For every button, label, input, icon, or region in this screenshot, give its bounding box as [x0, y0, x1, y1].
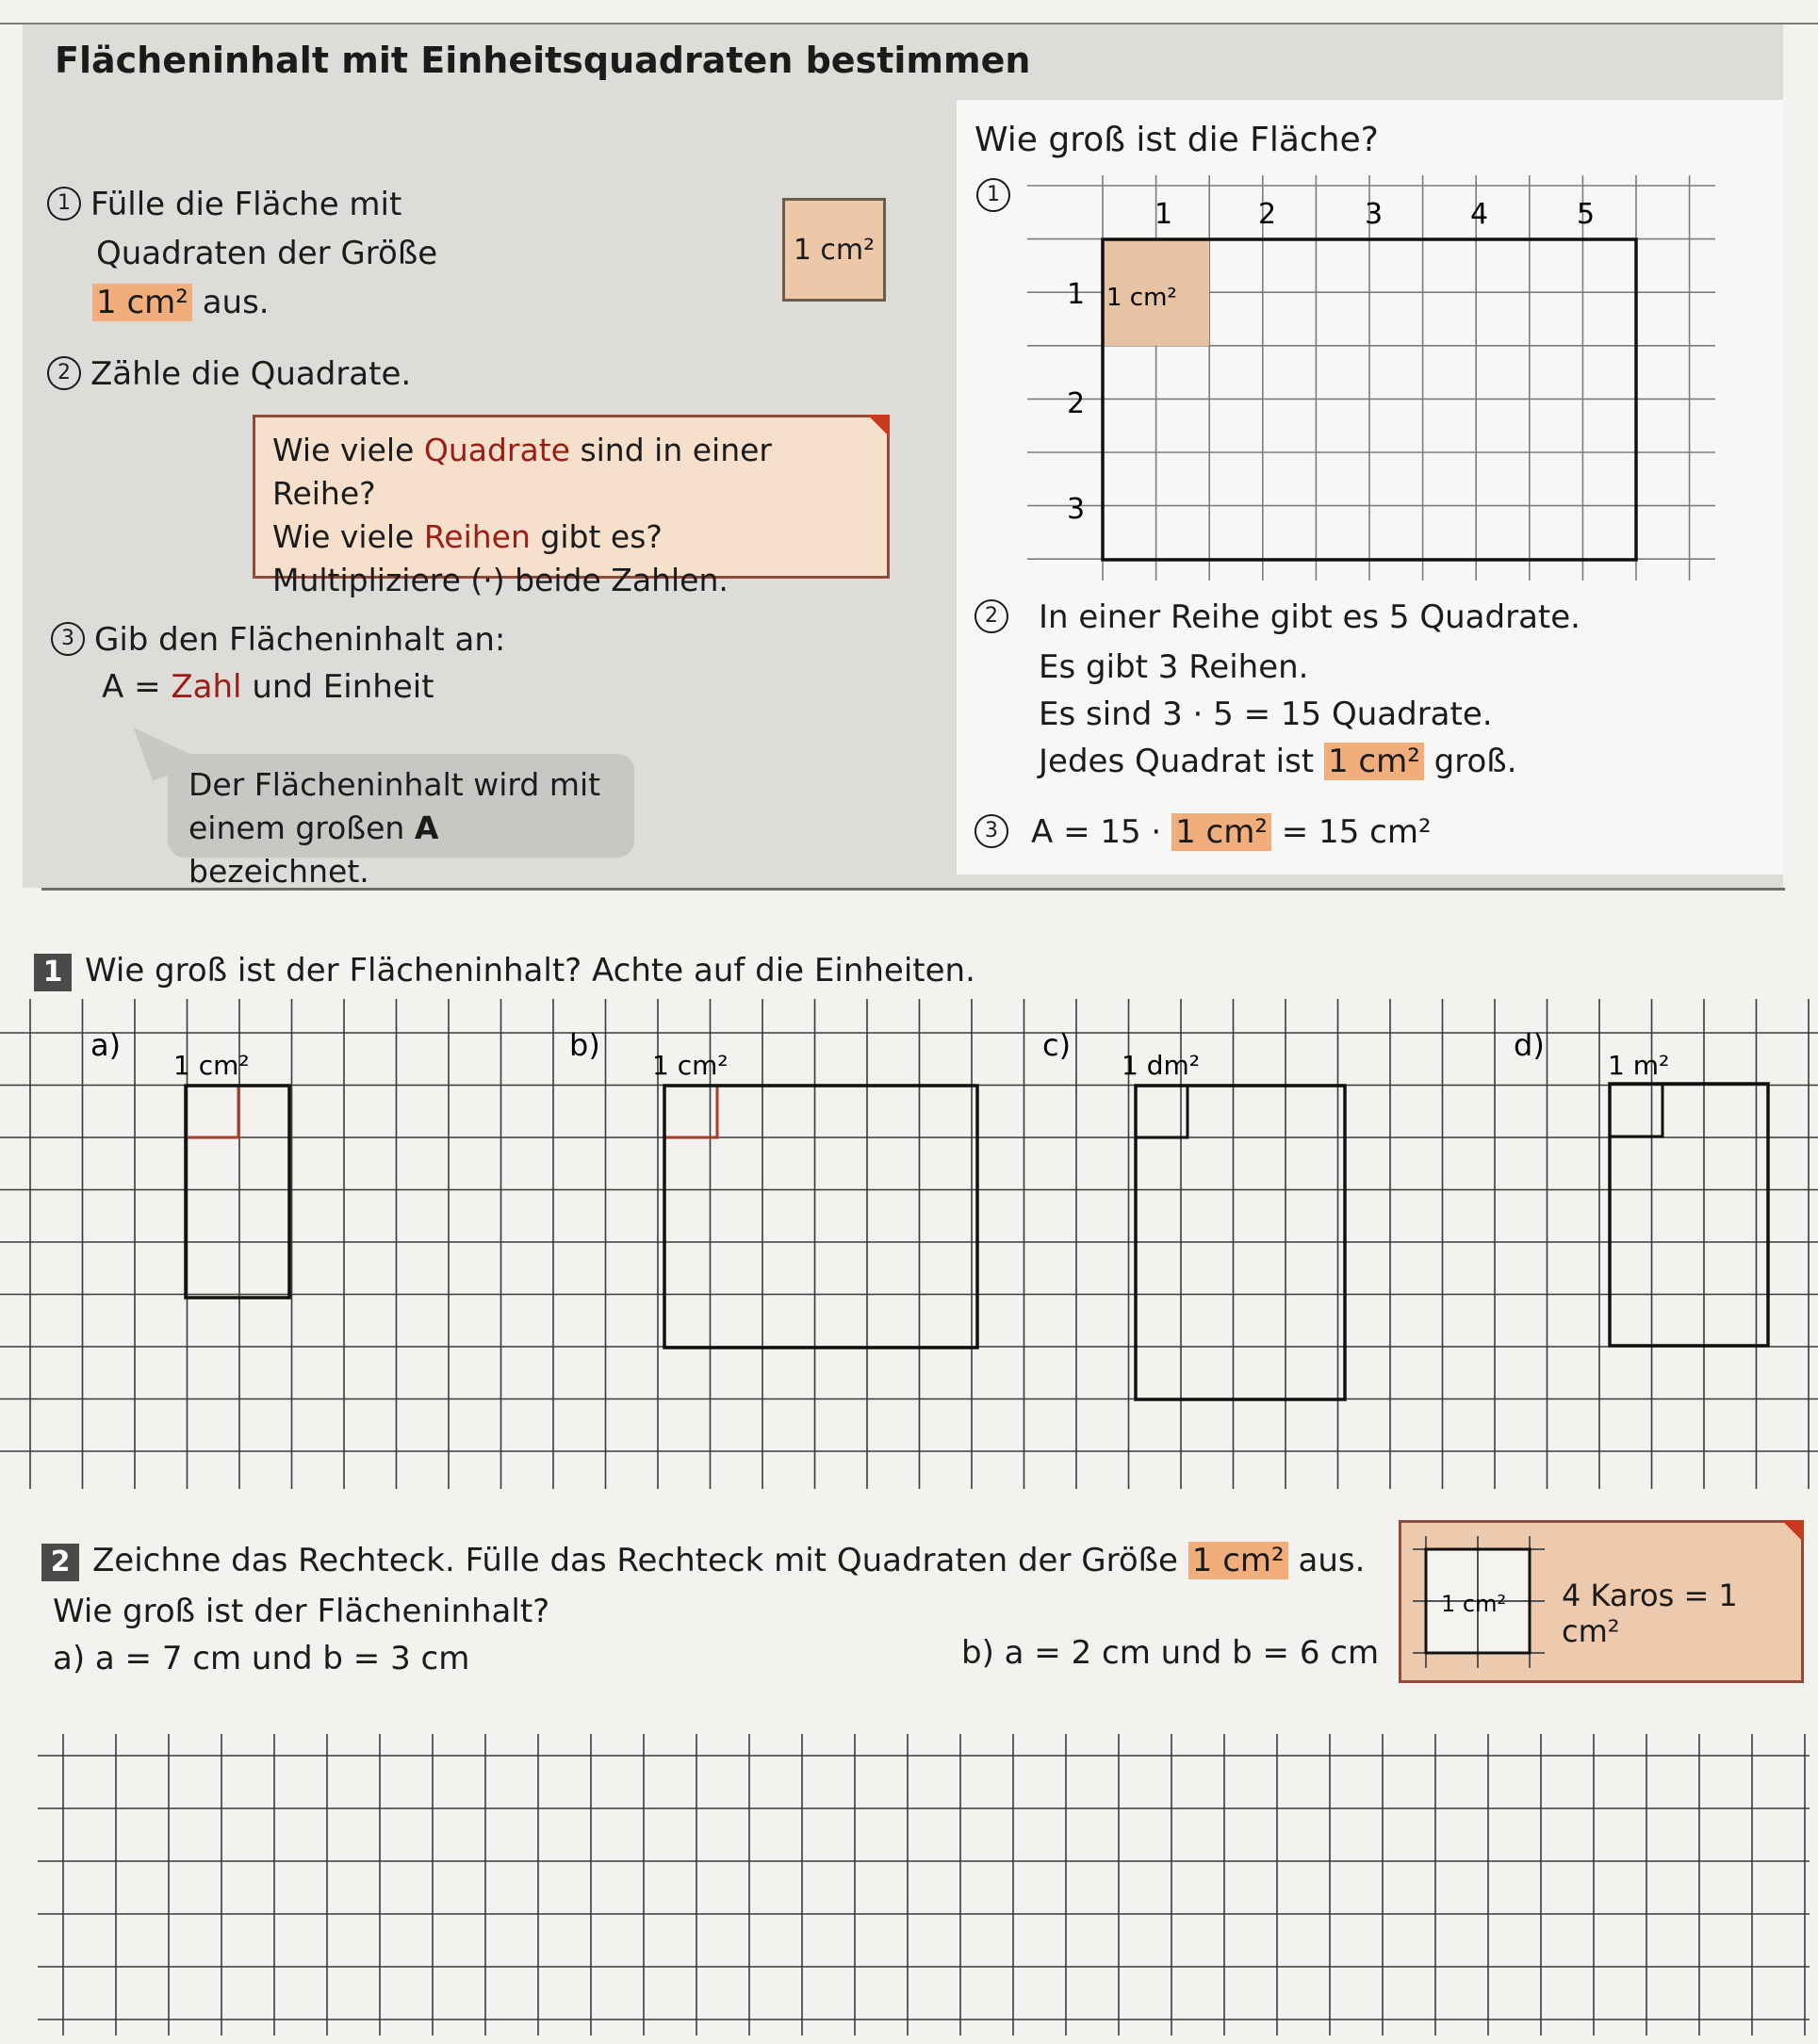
step-2: 2 Zähle die Quadrate.: [47, 351, 411, 398]
task-1a-unit: 1 cm²: [173, 1050, 250, 1081]
example-row-label-1: 1: [1067, 278, 1086, 311]
example-col-label-4: 4: [1470, 198, 1489, 231]
task-1b-label: b): [569, 1027, 600, 1063]
step-3-number: 3: [51, 622, 85, 656]
example-step-2-number: 2: [975, 594, 1018, 641]
hint-text: 4 Karos = 1 cm²: [1562, 1578, 1738, 1649]
example-step-2-line-3: Es sind 3 · 5 = 15 Quadrate.: [1039, 695, 1493, 733]
tip-line-3: Multipliziere (·) beide Zahlen.: [272, 562, 729, 598]
unit-square-sample: 1 cm²: [782, 198, 886, 302]
task-1d-label: d): [1514, 1027, 1545, 1063]
task-1a-unit-square: [186, 1086, 238, 1137]
tip-line-1: Wie viele Quadrate sind in einer Reihe?: [272, 432, 772, 512]
task-1-heading: 1 Wie groß ist der Flächeninhalt? Achte auf die Einheiten.: [34, 952, 975, 991]
step-3: 3 Gib den Flächeninhalt an:: [51, 616, 505, 663]
step-2-number: 2: [47, 356, 81, 390]
example-row-label-2: 2: [1067, 387, 1086, 420]
hint-corner-icon: [1781, 1520, 1804, 1543]
task-1b-unit: 1 cm²: [652, 1050, 729, 1081]
step-3-formula: A = Zahl und Einheit: [102, 668, 434, 706]
hint-karo-grid: [1413, 1536, 1545, 1668]
example-step-1-number: 1: [976, 181, 1020, 215]
task-1-grid-lines: [0, 999, 1818, 1489]
tip-box: [253, 415, 890, 598]
task-2-heading: 2 Zeichne das Rechteck. Fülle das Rechteck mit Quadraten der Größe 1 cm² aus.: [41, 1542, 1365, 1581]
task-1b-unit-square: [664, 1086, 717, 1137]
example-step-2-line-4: Jedes Quadrat ist 1 cm² groß.: [1039, 743, 1517, 780]
task-1c-unit: 1 dm²: [1122, 1050, 1200, 1081]
task-2-part-b: b) a = 2 cm und b = 6 cm: [961, 1634, 1380, 1672]
hint-square-label: 1 cm²: [1441, 1591, 1507, 1617]
hint-box: [1399, 1520, 1804, 1683]
page-title: Flächeninhalt mit Einheitsquadraten bestimmen: [55, 40, 1031, 81]
step-1-line-2: Quadraten der Größe: [96, 235, 438, 272]
step-1-line-3: 1 cm² aus.: [92, 279, 270, 326]
speech-bubble: Der Flächeninhalt wird mit einem großen A bezeichnet.: [168, 754, 634, 858]
unit-highlight: 1 cm²: [92, 284, 192, 321]
task-1d-unit-square: [1610, 1084, 1662, 1136]
step-1-number: 1: [47, 187, 81, 221]
example-step-2-line-1: In einer Reihe gibt es 5 Quadrate.: [1039, 598, 1581, 636]
task-1d-unit: 1 m²: [1608, 1050, 1670, 1081]
example-col-label-2: 2: [1258, 198, 1277, 231]
example-grid-lines: [1027, 175, 1715, 580]
example-row-label-3: 3: [1067, 493, 1086, 526]
task-2-question: Wie groß ist der Flächeninhalt?: [53, 1593, 550, 1630]
task-2-part-a: a) a = 7 cm und b = 3 cm: [53, 1640, 470, 1677]
task-2-grid-lines: [38, 1734, 1810, 2036]
task-1c-unit-square: [1136, 1086, 1187, 1137]
task-2-number: 2: [41, 1544, 79, 1581]
example-step-2-line-2: Es gibt 3 Reihen.: [1039, 648, 1309, 686]
task-1-number: 1: [34, 954, 72, 991]
example-heading: Wie groß ist die Fläche?: [975, 121, 1379, 159]
example-cell-label: 1 cm²: [1106, 284, 1177, 312]
example-col-label-3: 3: [1365, 198, 1384, 231]
example-step-3: 3 A = 15 · 1 cm² = 15 cm²: [975, 809, 1432, 856]
tip-corner-icon: [867, 415, 890, 437]
task-1c-label: c): [1042, 1027, 1072, 1063]
example-col-label-1: 1: [1155, 198, 1173, 231]
task-1b-rectangle: [664, 1086, 977, 1348]
example-col-label-5: 5: [1577, 198, 1596, 231]
task-2-grid: [38, 1734, 1810, 2036]
example-grid: [1027, 175, 1715, 580]
task-1d-rectangle: [1610, 1084, 1768, 1346]
step-1-line-1: 1 Fülle die Fläche mit: [47, 181, 401, 228]
task-1-grid: [0, 999, 1818, 1489]
task-1a-label: a): [90, 1027, 122, 1063]
tip-line-2: Wie viele Reihen gibt es?: [272, 518, 663, 555]
